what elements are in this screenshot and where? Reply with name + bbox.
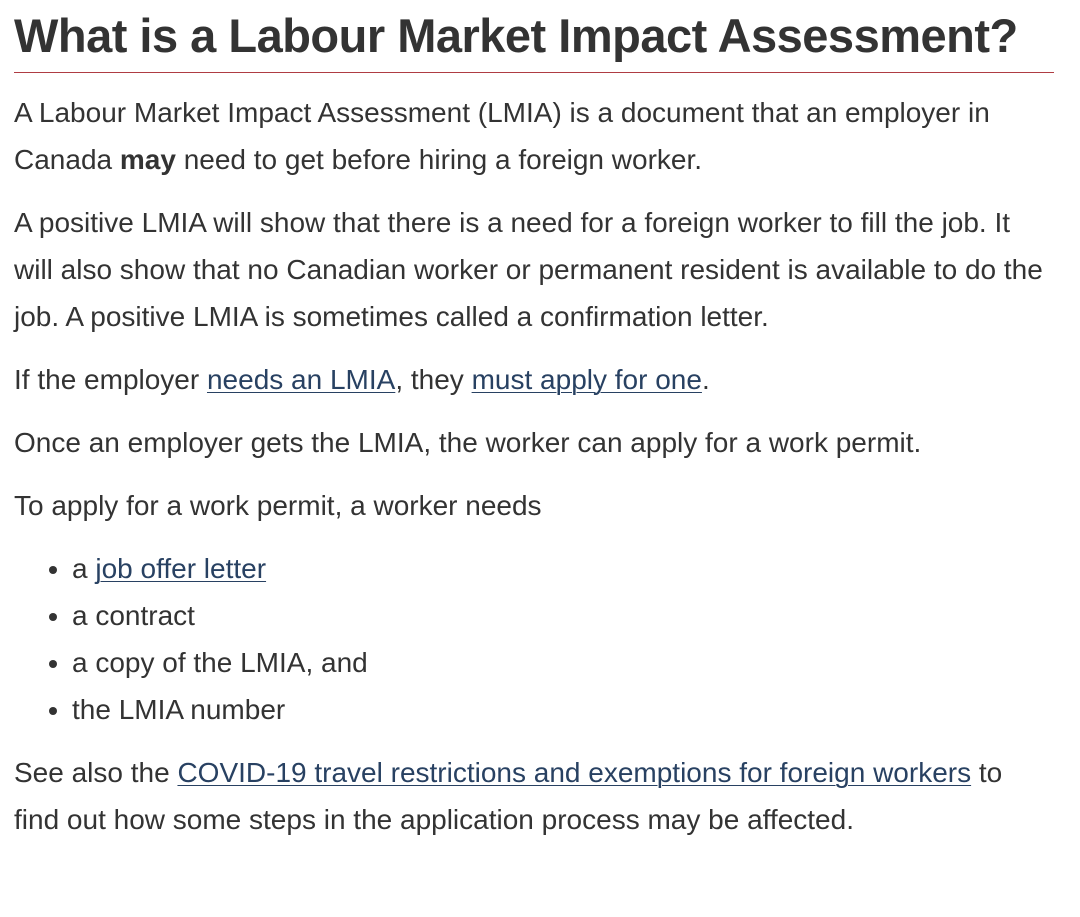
apply-text-end: . xyxy=(701,364,710,395)
list-item: • a copy of the LMIA, and xyxy=(72,639,1054,686)
needs-lmia-link[interactable]: needs an LMIA xyxy=(206,364,396,395)
list-item xyxy=(72,545,1054,592)
must-apply-link[interactable]: must apply for one xyxy=(471,364,702,395)
apply-text-start: If the employer xyxy=(14,364,207,395)
requirements-intro: To apply for a work permit, a worker needs xyxy=(14,490,542,521)
intro-text-start: A Labour Market Impact Assessment (LMIA) is a document that an employer in Canada xyxy=(14,97,990,175)
list-item: • a contract xyxy=(72,592,1054,639)
list-item-prefix: a xyxy=(72,553,96,584)
page-title: What is a Labour Market Impact Assessment? xyxy=(14,9,1018,62)
job-offer-letter-link[interactable]: job offer letter xyxy=(95,553,267,584)
apply-text-middle: , they xyxy=(395,364,472,395)
emphasis-may: may xyxy=(119,144,176,175)
work-permit-paragraph: Once an employer gets the LMIA, the worker can apply for a work permit. xyxy=(14,427,922,458)
covid-restrictions-link[interactable]: COVID-19 travel restrictions and exemptions for foreign workers xyxy=(177,757,972,788)
intro-text-end: need to get before hiring a foreign worker. xyxy=(175,144,703,175)
positive-lmia-paragraph: A positive LMIA will show that there is a need for a foreign worker to fill the job. It will also show that no Canadian worker or permanent resident is available to do the job. A positive LMIA is sometimes called a confirmation letter. xyxy=(14,207,1043,332)
list-item: • the LMIA number xyxy=(72,686,1054,733)
covid-text-start: See also the xyxy=(14,757,178,788)
intro-paragraph xyxy=(14,89,1054,183)
covid-text-end: to find out how some steps in the application process may be affected. xyxy=(14,757,1003,835)
covid-paragraph xyxy=(14,749,1054,843)
requirements-list xyxy=(14,545,1054,733)
title-divider xyxy=(14,72,1054,73)
apply-paragraph xyxy=(14,356,1054,403)
